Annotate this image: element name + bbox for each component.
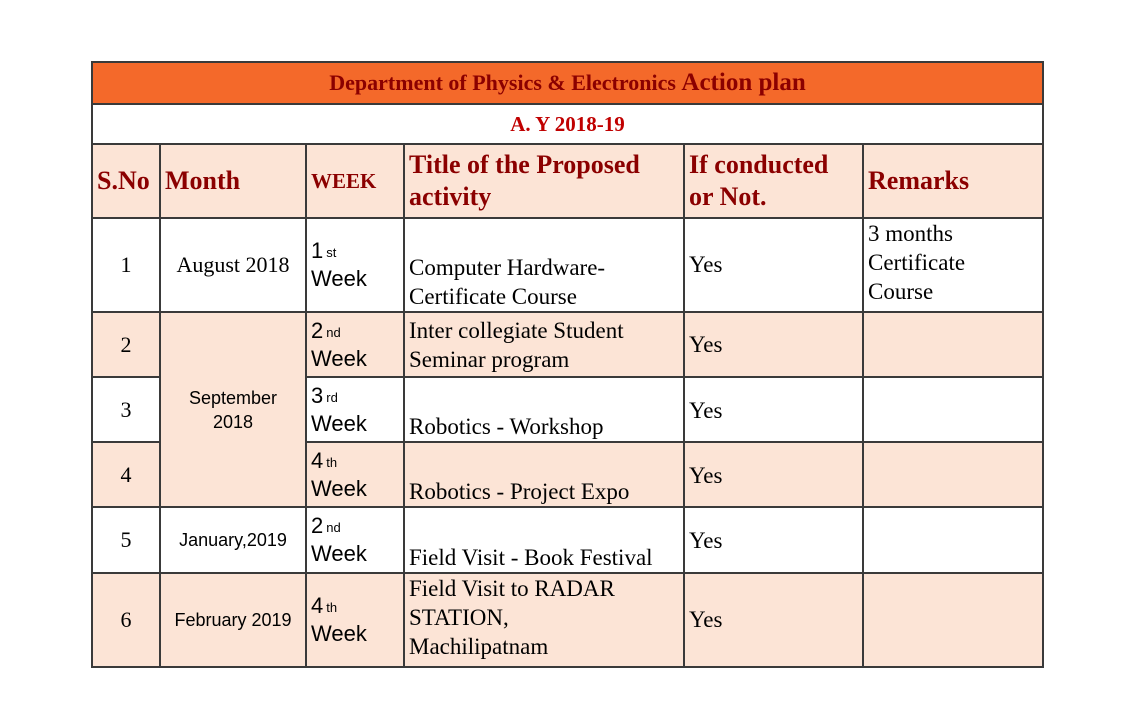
- header-conducted: [684, 144, 863, 218]
- activity-line: Robotics - Project Expo: [409, 479, 630, 504]
- row-week: [306, 442, 404, 507]
- week-number: 4: [311, 447, 324, 473]
- activity-line: STATION,: [409, 605, 509, 630]
- academic-year: A. Y 2018-19: [92, 104, 1043, 144]
- row-month: January,2019: [160, 507, 306, 573]
- week-word: Week: [311, 345, 367, 371]
- activity-line: Field Visit to RADAR: [409, 576, 615, 601]
- row-remarks: [863, 507, 1043, 573]
- activity-line: Robotics - Workshop: [409, 414, 604, 439]
- activity-line: Seminar program: [409, 346, 570, 372]
- row-activity: [404, 377, 684, 442]
- row-activity: [404, 218, 684, 312]
- header-activity: [404, 144, 684, 218]
- remarks-line: Course: [868, 279, 934, 304]
- header-sno: S.No: [92, 144, 160, 218]
- week-word: Week: [311, 410, 367, 436]
- row-remarks: [863, 218, 1043, 312]
- row-conducted: Yes: [684, 377, 863, 442]
- row-remarks: [863, 442, 1043, 507]
- row-activity: [404, 442, 684, 507]
- row-activity: [404, 573, 684, 667]
- week-number: 2: [311, 513, 324, 538]
- title-row: [92, 62, 1043, 104]
- row-week: [306, 507, 404, 573]
- header-remarks: Remarks: [863, 144, 1043, 218]
- week-suffix: th: [326, 600, 338, 615]
- activity-line: Computer Hardware-: [409, 255, 606, 280]
- row-conducted: Yes: [684, 573, 863, 667]
- month-line: 2018: [212, 411, 254, 432]
- row-sno: 6: [92, 573, 160, 667]
- week-number: 2: [311, 317, 324, 343]
- week-suffix: st: [326, 245, 337, 260]
- table-row: [92, 218, 1043, 312]
- row-sno: 1: [92, 218, 160, 312]
- row-remarks: [863, 377, 1043, 442]
- row-week: [306, 377, 404, 442]
- row-sno: 3: [92, 377, 160, 442]
- week-suffix: nd: [326, 520, 341, 535]
- month-line: September: [188, 387, 278, 408]
- row-month: [160, 312, 306, 507]
- week-suffix: nd: [326, 324, 341, 340]
- header-activity-line2: activity: [409, 182, 492, 211]
- row-conducted: Yes: [684, 442, 863, 507]
- row-sno: 2: [92, 312, 160, 377]
- row-conducted: Yes: [684, 312, 863, 377]
- row-activity: [404, 312, 684, 377]
- activity-line: Inter collegiate Student: [409, 317, 624, 343]
- remarks-line: Certificate: [868, 250, 966, 275]
- row-sno: 5: [92, 507, 160, 573]
- header-week: WEEK: [306, 144, 404, 218]
- title-emphasis: Action plan: [681, 69, 806, 96]
- week-number: 4: [311, 593, 324, 618]
- header-row: [92, 144, 1043, 218]
- row-remarks: [863, 573, 1043, 667]
- week-word: Week: [311, 266, 367, 291]
- subtitle-row: [92, 104, 1043, 144]
- row-week: [306, 312, 404, 377]
- title-prefix: Department of Physics & Electronics: [329, 70, 676, 95]
- row-week: [306, 218, 404, 312]
- activity-line: Certificate Course: [409, 284, 577, 309]
- row-month: August 2018: [160, 218, 306, 312]
- table-row: [92, 507, 1043, 573]
- header-month: Month: [160, 144, 306, 218]
- week-number: 1: [311, 238, 324, 263]
- row-conducted: Yes: [684, 507, 863, 573]
- table-row: [92, 312, 1043, 377]
- row-remarks: [863, 312, 1043, 377]
- row-conducted: Yes: [684, 218, 863, 312]
- week-suffix: rd: [326, 389, 338, 405]
- row-week: [306, 573, 404, 667]
- action-plan-table: [91, 61, 1044, 668]
- header-conducted-line2: or Not.: [689, 182, 767, 211]
- week-number: 3: [311, 382, 324, 408]
- table-title: [92, 62, 1043, 104]
- row-activity: [404, 507, 684, 573]
- row-sno: 4: [92, 442, 160, 507]
- header-conducted-line1: If conducted: [689, 150, 829, 179]
- activity-line: Machilipatnam: [409, 634, 549, 659]
- week-word: Week: [311, 475, 367, 501]
- header-activity-line1: Title of the Proposed: [409, 150, 640, 179]
- week-word: Week: [311, 621, 367, 646]
- activity-line: Field Visit - Book Festival: [409, 545, 653, 570]
- week-word: Week: [311, 541, 367, 566]
- remarks-line: 3 months: [868, 221, 953, 246]
- table-row: [92, 573, 1043, 667]
- row-month: February 2019: [160, 573, 306, 667]
- week-suffix: th: [326, 454, 338, 470]
